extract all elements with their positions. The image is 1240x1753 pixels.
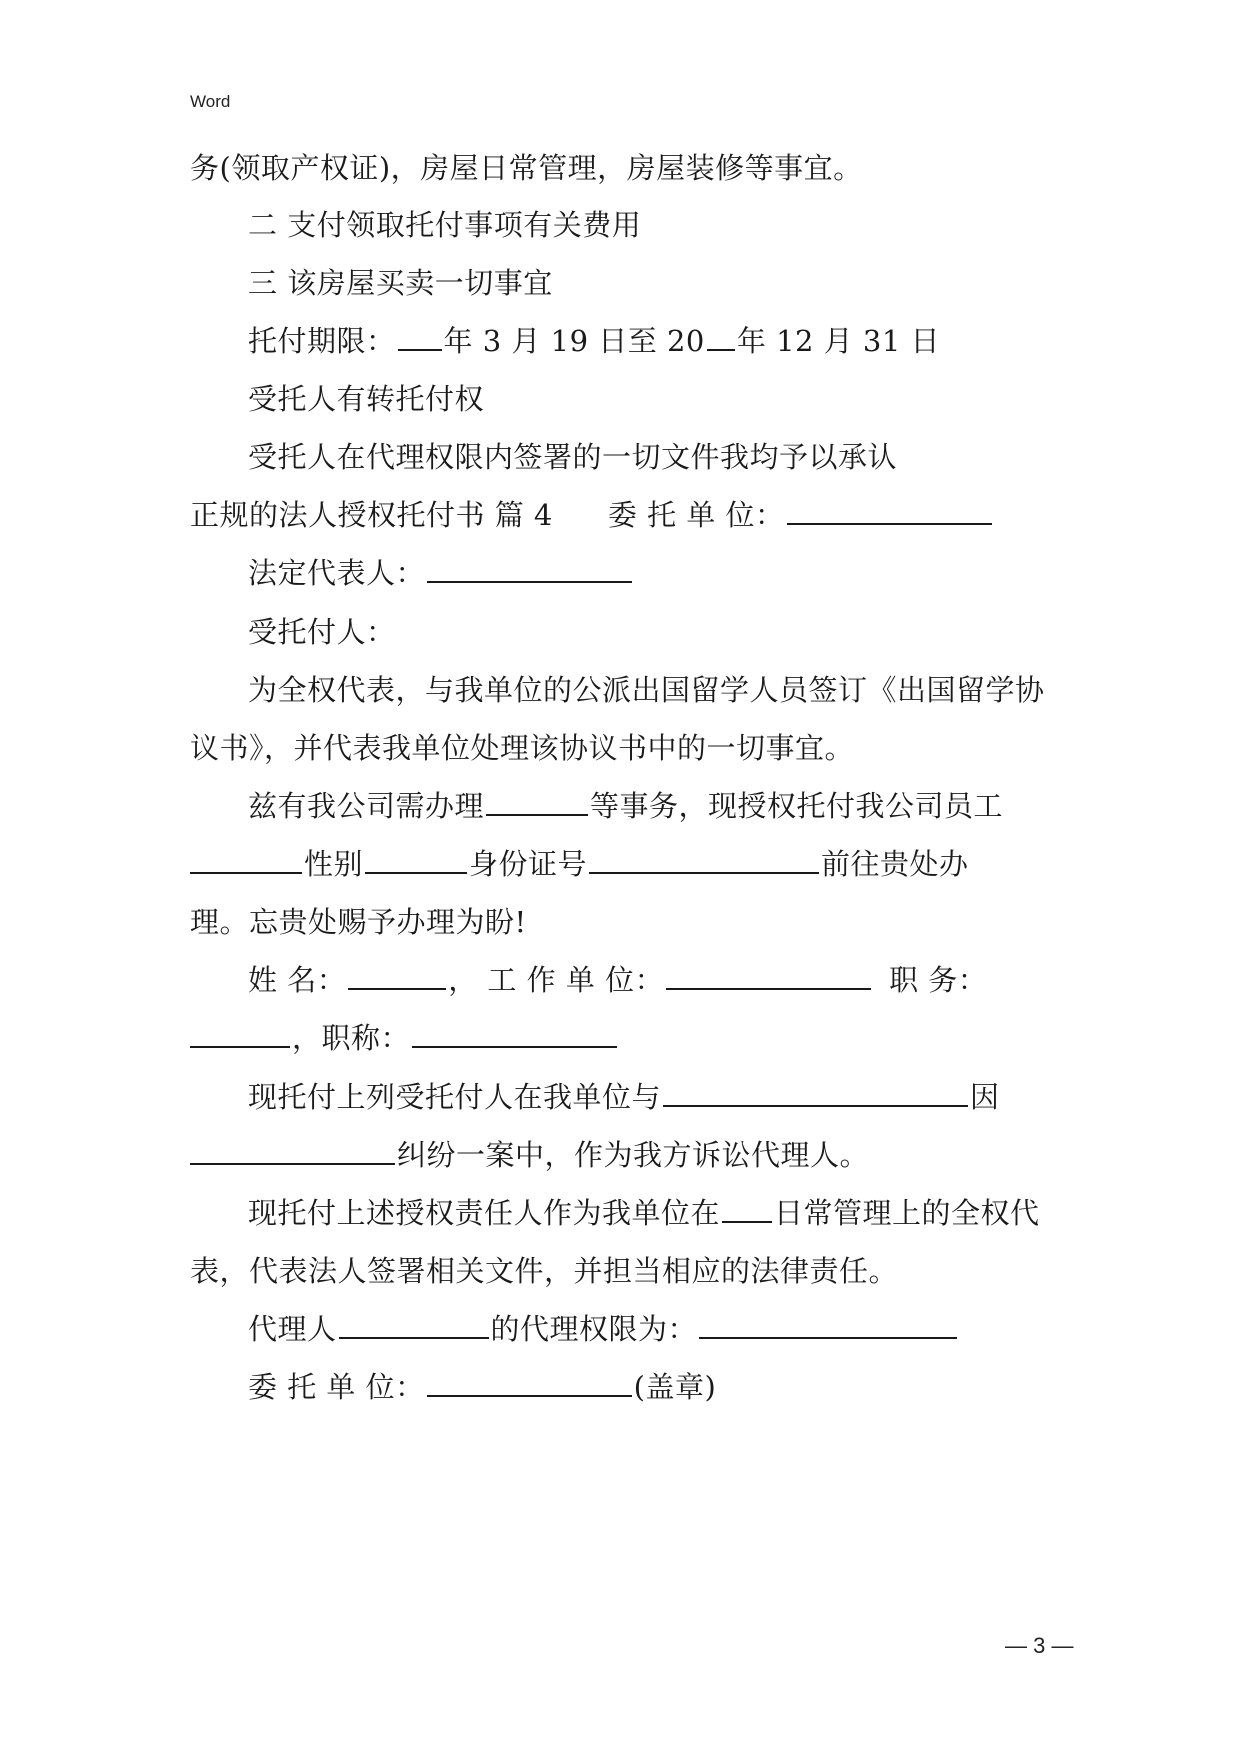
blank-field [190, 846, 302, 874]
label-text: 委 托 单 位： [248, 1370, 425, 1404]
page-header: Word [190, 92, 231, 111]
text-line [190, 846, 1060, 882]
text-line: 务(领取产权证)，房屋日常管理，房屋装修等事宜。 [190, 151, 863, 185]
page-number: — 3 — [1005, 1633, 1074, 1658]
text-line [190, 1020, 1060, 1056]
section-title: 正规的法人授权托付书 篇 4 [190, 498, 553, 532]
blank-field [427, 1369, 632, 1397]
blank-field [663, 1079, 968, 1107]
label-text: 代理人 [248, 1312, 337, 1346]
blank-field [589, 846, 819, 874]
label-text: 的代理权限为： [490, 1312, 698, 1346]
text-line: 三 该房屋买卖一切事宜 [248, 266, 553, 300]
text-segment: 身份证号 [469, 847, 588, 881]
text-line [248, 555, 1060, 591]
label-text: ， 工 作 单 位： [448, 963, 665, 997]
text-line [248, 1311, 1060, 1347]
blank-field [699, 1311, 957, 1339]
label-text: 职 务： [889, 963, 988, 997]
text-line [248, 788, 1060, 824]
text-line [248, 1195, 1060, 1231]
blank-field [348, 962, 446, 990]
term-end: 年 12 月 31 日 [736, 324, 941, 358]
term-label: 托付期限： [248, 324, 396, 358]
text-line [248, 1369, 1060, 1405]
text-segment: 因 [970, 1080, 1000, 1114]
blank-field [486, 788, 588, 816]
label-text: 姓 名： [248, 963, 347, 997]
blank-field [666, 962, 871, 990]
text-segment: 现托付上列受托付人在我单位与 [248, 1080, 662, 1114]
text-line: 为全权代表，与我单位的公派出国留学人员签订《出国留学协 [248, 673, 1045, 707]
text-line: 理。忘贵处赐予办理为盼! [190, 905, 527, 939]
text-line [248, 962, 1060, 998]
blank-field [190, 1137, 395, 1165]
blank-field [722, 1195, 772, 1223]
text-line: 表，代表法人签署相关文件，并担当相应的法律责任。 [190, 1254, 899, 1288]
section-line [190, 497, 1060, 533]
blank-field [787, 497, 992, 525]
text-segment: 日常管理上的全权代 [774, 1196, 1040, 1230]
text-segment: 纠纷一案中，作为我方诉讼代理人。 [397, 1138, 870, 1172]
text-segment: 性别 [304, 847, 364, 881]
text-line: 受托付人： [248, 615, 396, 649]
blank-field [427, 555, 632, 583]
blank-field [412, 1020, 617, 1048]
text-segment: 现托付上述授权责任人作为我单位在 [248, 1196, 721, 1230]
label-text: 法定代表人： [248, 556, 426, 590]
term-line [248, 323, 1060, 359]
text-line: 二 支付领取托付事项有关费用 [248, 208, 642, 242]
blank-field [398, 323, 442, 351]
term-start: 年 3 月 19 日至 20 [443, 324, 705, 358]
text-line [248, 1079, 1060, 1115]
blank-field [190, 1020, 290, 1048]
text-line: 受托人在代理权限内签署的一切文件我均予以承认 [248, 440, 898, 474]
seal-label: (盖章) [633, 1370, 717, 1404]
text-line: 受托人有转托付权 [248, 382, 485, 416]
text-segment: 等事务，现授权托付我公司员工 [590, 789, 1004, 823]
text-line: 议书》，并代表我单位处理该协议书中的一切事宜。 [190, 731, 855, 765]
text-line [190, 1137, 1060, 1173]
blank-field [339, 1311, 489, 1339]
label-text: 委 托 单 位： [607, 498, 785, 532]
blank-field [365, 846, 467, 874]
label-text: ，职称： [292, 1021, 411, 1055]
blank-field [707, 323, 735, 351]
text-segment: 兹有我公司需办理 [248, 789, 485, 823]
text-segment: 前往贵处办 [821, 847, 969, 881]
